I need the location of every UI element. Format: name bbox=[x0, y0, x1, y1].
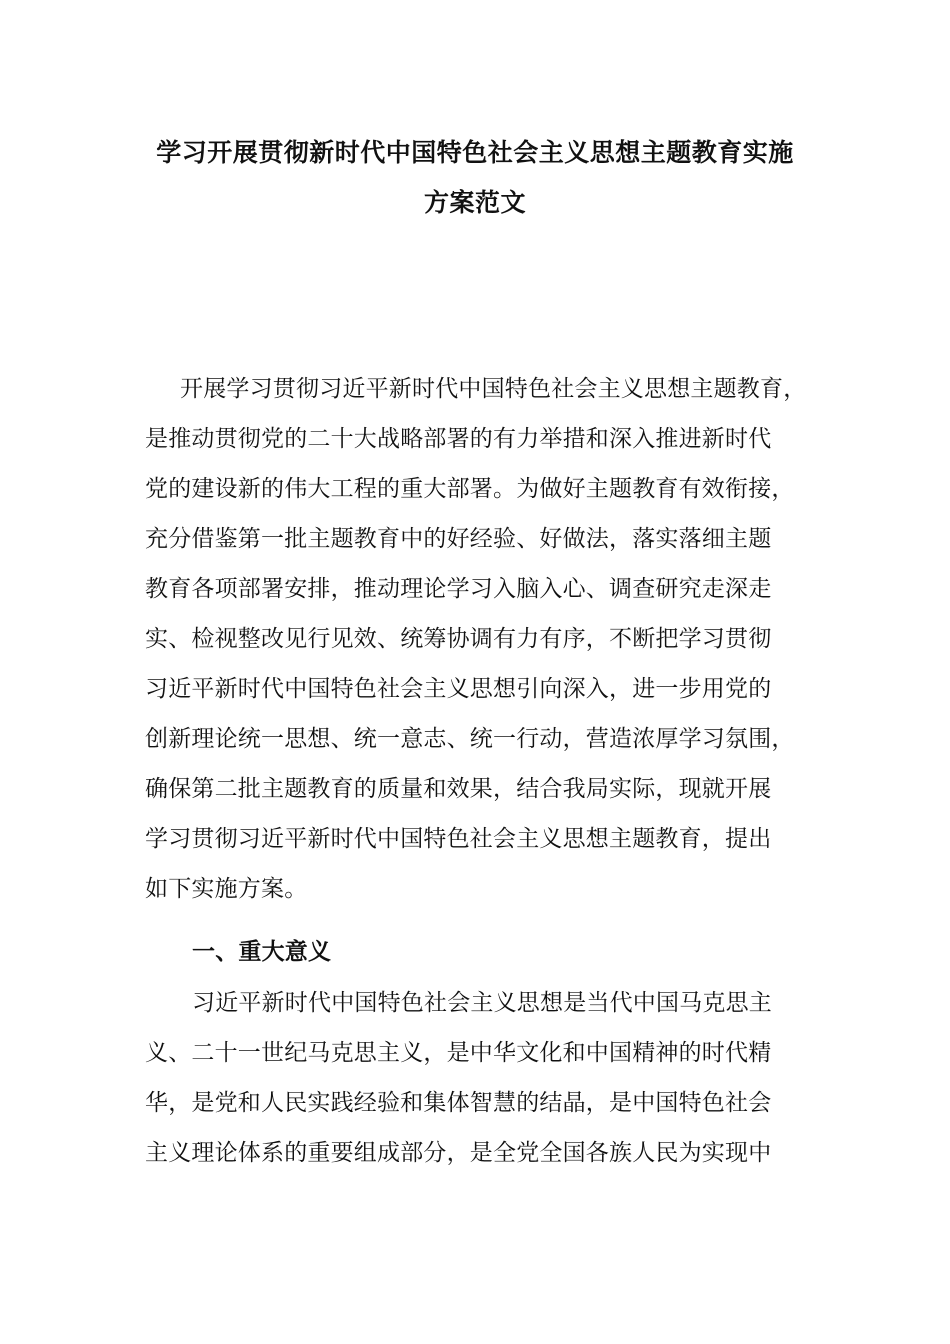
section-1-heading: 一、重大意义 bbox=[192, 939, 332, 965]
paragraph-1-line: 是推动贯彻党的二十大战略部署的有力举措和深入推进新时代 bbox=[145, 426, 772, 452]
document-title-line-1: 学习开展贯彻新时代中国特色社会主义思想主题教育实施 bbox=[156, 138, 794, 167]
paragraph-2-line: 华，是党和人民实践经验和集体智慧的结晶，是中国特色社会 bbox=[145, 1090, 772, 1116]
paragraph-1-line: 创新理论统一思想、统一意志、统一行动，营造浓厚学习氛围， bbox=[145, 726, 795, 752]
paragraph-1-line: 确保第二批主题教育的质量和效果，结合我局实际，现就开展 bbox=[145, 776, 772, 802]
paragraph-1-line: 开展学习贯彻习近平新时代中国特色社会主义思想主题教育， bbox=[180, 376, 807, 402]
paragraph-2-line: 习近平新时代中国特色社会主义思想是当代中国马克思主 bbox=[192, 990, 772, 1016]
paragraph-1-line: 学习贯彻习近平新时代中国特色社会主义思想主题教育，提出 bbox=[145, 826, 772, 852]
paragraph-1-line: 党的建设新的伟大工程的重大部署。为做好主题教育有效衔接， bbox=[145, 476, 795, 502]
paragraph-2-line: 主义理论体系的重要组成部分，是全党全国各族人民为实现中 bbox=[145, 1140, 772, 1166]
paragraph-1-line: 如下实施方案。 bbox=[145, 876, 308, 902]
paragraph-1-line: 教育各项部署安排，推动理论学习入脑入心、调查研究走深走 bbox=[145, 576, 772, 602]
paragraph-1-line: 实、检视整改见行见效、统筹协调有力有序，不断把学习贯彻 bbox=[145, 626, 772, 652]
paragraph-2-line: 义、二十一世纪马克思主义，是中华文化和中国精神的时代精 bbox=[145, 1040, 772, 1066]
paragraph-1-line: 习近平新时代中国特色社会主义思想引向深入，进一步用党的 bbox=[145, 676, 772, 702]
document-title-line-2: 方案范文 bbox=[423, 188, 526, 217]
paragraph-1-line: 充分借鉴第一批主题教育中的好经验、好做法，落实落细主题 bbox=[145, 526, 772, 552]
